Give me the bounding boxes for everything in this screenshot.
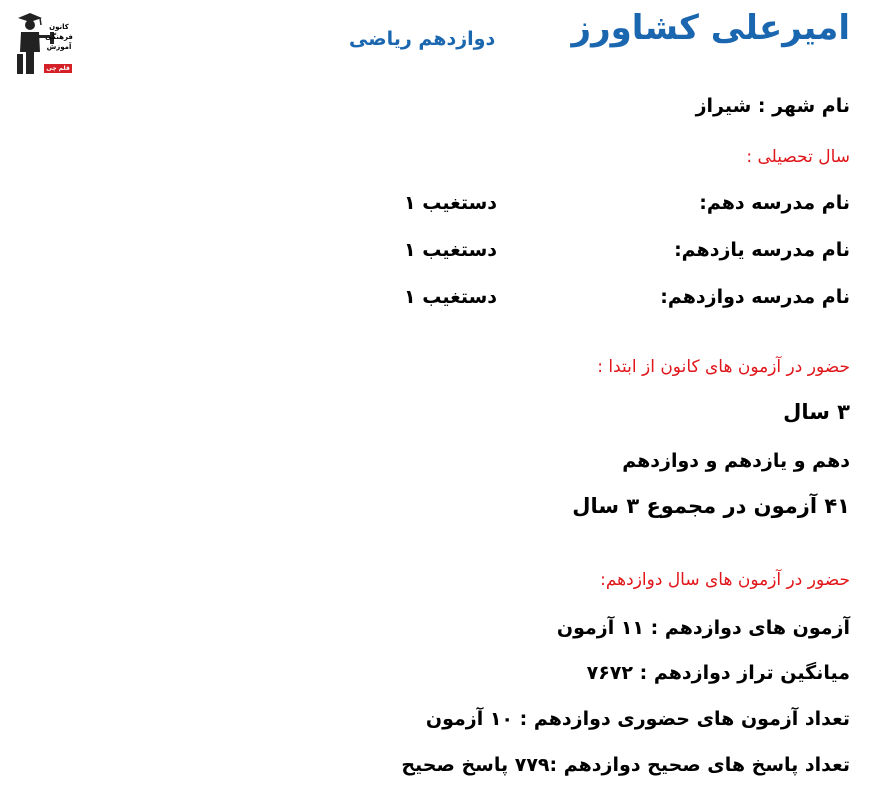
logo-red-label: قلم چی [46, 65, 70, 72]
school-11-value: دستغیب ۱ [404, 239, 498, 261]
logo-text-1: کانون [49, 23, 69, 31]
school-10-value: دستغیب ۱ [404, 192, 498, 214]
logo-text-2: فرهنگی [45, 33, 73, 41]
grade12-correct: تعداد پاسخ های صحیح دوازدهم :۷۷۹ پاسخ صحیح [401, 754, 850, 776]
grade-field: دوازدهم ریاضی [349, 28, 496, 50]
grade12-avg-score: میانگین تراز دوازدهم : ۷۶۷۲ [586, 662, 850, 684]
kanoon-grades: دهم و یازدهم و دوازدهم [622, 450, 850, 472]
school-12-label: نام مدرسه دوازدهم: [660, 286, 850, 308]
grade12-in-person: تعداد آزمون های حضوری دوازدهم : ۱۰ آزمون [425, 708, 850, 730]
grade12-exams: آزمون های دوازدهم : ۱۱ آزمون [556, 617, 850, 639]
grade12-heading: حضور در آزمون های سال دوازدهم: [600, 570, 850, 590]
school-12-value: دستغیب ۱ [404, 286, 498, 308]
academic-year-label: سال تحصیلی : [746, 147, 850, 167]
kanoon-history-heading: حضور در آزمون های کانون از ابتدا : [597, 357, 850, 377]
student-name: امیرعلی کشاورز [571, 8, 850, 48]
kanoon-years: ۳ سال [783, 400, 850, 424]
kanoon-logo [14, 8, 76, 78]
logo-text-3: آموزش [46, 43, 72, 51]
kanoon-total: ۴۱ آزمون در مجموع ۳ سال [572, 494, 850, 518]
city-line: نام شهر : شیراز [695, 95, 850, 117]
school-10-label: نام مدرسه دهم: [699, 192, 850, 214]
school-11-label: نام مدرسه یازدهم: [674, 239, 850, 261]
